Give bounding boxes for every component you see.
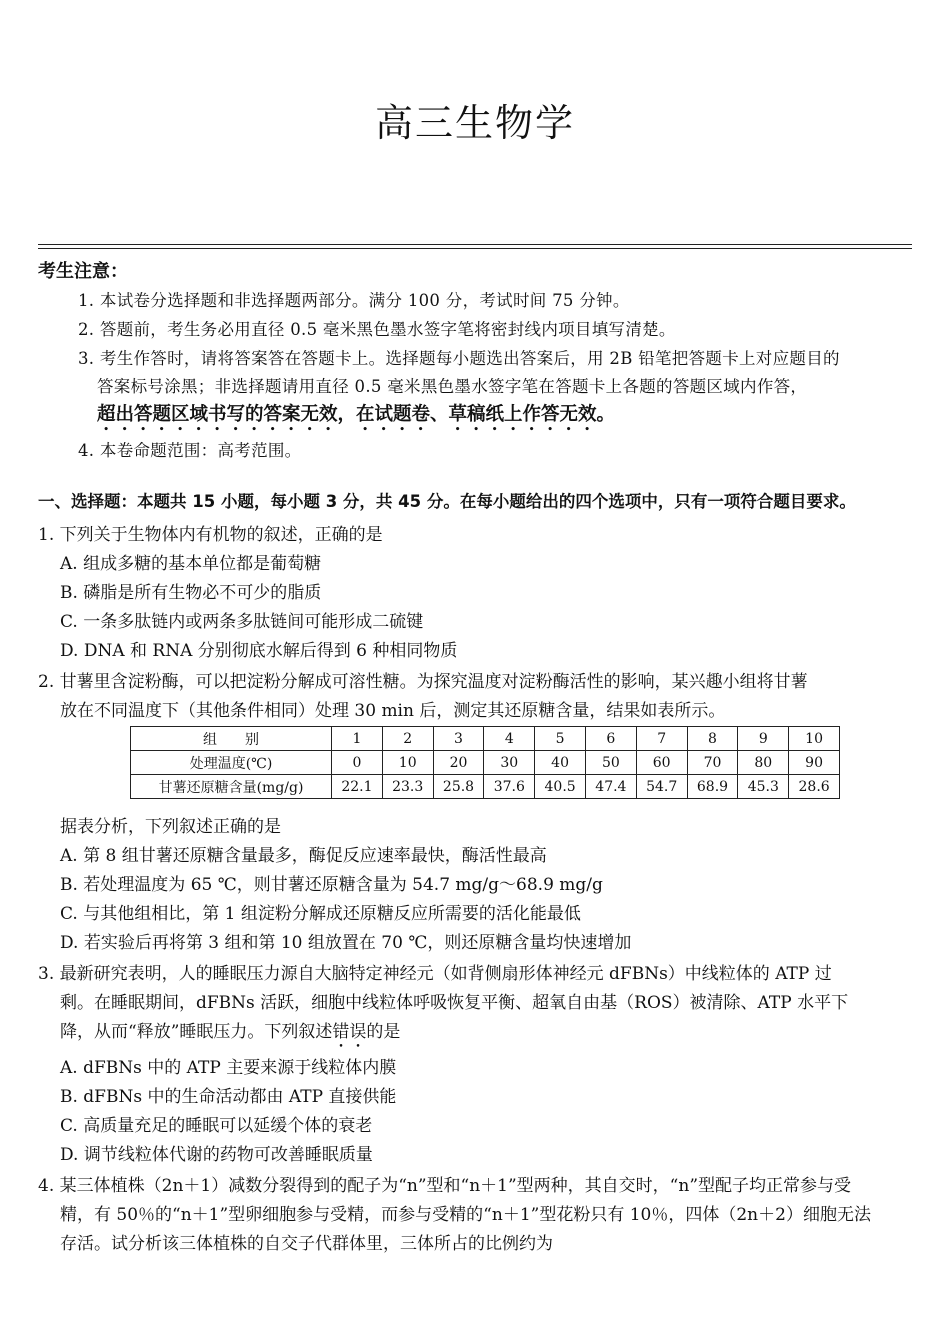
question-1-option: C. 一条多肽链内或两条多肽链间可能形成二硫键 <box>60 612 424 632</box>
table-cell: 28.6 <box>789 775 840 799</box>
question-4-stem: 精，有 50％的“n＋1”型卵细胞参与受精，而参与受精的“n＋1”型花粉只有 10％，四体（2n＋2）细胞无法 <box>60 1205 871 1225</box>
table-cell: 40 <box>535 751 586 775</box>
notice-emphasis: 超出答题区域书写的答案无效，在试题卷、草稿纸上作答无效。 <box>97 404 616 425</box>
question-3-stem <box>60 1017 400 1052</box>
stem-text: 降，从而“释放”睡眠压力。下列叙述 <box>60 1022 333 1042</box>
table-row <box>131 727 840 751</box>
question-2-option: A. 第 8 组甘薯还原糖含量最多，酶促反应速率最快，酶活性最高 <box>60 846 547 866</box>
table-cell: 20 <box>433 751 484 775</box>
question-2-option: C. 与其他组相比，第 1 组淀粉分解成还原糖反应所需要的活化能最低 <box>60 904 581 924</box>
question-2-stem: 2. 甘薯里含淀粉酶，可以把淀粉分解成可溶性糖。为探究温度对淀粉酶活性的影响，某兴趣小组将甘薯 <box>38 672 808 692</box>
table-cell: 25.8 <box>433 775 484 799</box>
table-cell: 54.7 <box>636 775 687 799</box>
table-cell: 50 <box>585 751 636 775</box>
table-header-cell: 组 别 <box>131 727 332 751</box>
question-2-stem: 放在不同温度下（其他条件相同）处理 30 min 后，测定其还原糖含量，结果如表所示。 <box>60 701 726 721</box>
table-cell: 6 <box>585 727 636 751</box>
table-row <box>131 751 840 775</box>
notice-item: 1. 本试卷分选择题和非选择题两部分。满分 100 分，考试时间 75 分钟。 <box>78 291 630 310</box>
question-3-option: B. dFBNs 中的生命活动都由 ATP 直接供能 <box>60 1087 397 1107</box>
table-cell: 60 <box>636 751 687 775</box>
divider <box>38 244 912 245</box>
notice-item: 2. 答题前，考生务必用直径 0.5 毫米黑色墨水签字笔将密封线内项目填写清楚。 <box>78 320 676 339</box>
table-cell: 40.5 <box>535 775 586 799</box>
table-cell: 9 <box>738 727 789 751</box>
divider <box>38 248 912 249</box>
question-4-stem: 4. 某三体植株（2n＋1）减数分裂得到的配子为“n”型和“n＋1”型两种，其自交时，“n”型配子均正常参与受 <box>38 1176 852 1196</box>
question-3-stem: 剩。在睡眠期间，dFBNs 活跃，细胞中线粒体呼吸恢复平衡、超氧自由基（ROS）被清除、ATP 水平下 <box>60 993 849 1013</box>
section-heading: 一、选择题：本题共 15 小题，每小题 3 分，共 45 分。在每小题给出的四个选项中，只有一项符合题目要求。 <box>38 492 856 511</box>
table-cell: 2 <box>382 727 433 751</box>
question-3-option: C. 高质量充足的睡眠可以延缓个体的衰老 <box>60 1116 373 1136</box>
table-row <box>131 775 840 799</box>
table-cell: 30 <box>484 751 535 775</box>
question-2-prompt: 据表分析，下列叙述正确的是 <box>60 817 281 837</box>
table-cell: 23.3 <box>382 775 433 799</box>
table-cell: 4 <box>484 727 535 751</box>
table-cell: 10 <box>382 751 433 775</box>
table-cell: 70 <box>687 751 738 775</box>
table-header-cell: 处理温度(℃) <box>131 751 332 775</box>
question-1-option: B. 磷脂是所有生物必不可少的脂质 <box>60 583 322 603</box>
notice-heading: 考生注意： <box>38 261 128 282</box>
table-cell: 37.6 <box>484 775 535 799</box>
table-cell: 47.4 <box>585 775 636 799</box>
table-cell: 80 <box>738 751 789 775</box>
question-3-option: D. 调节线粒体代谢的药物可改善睡眠质量 <box>60 1145 373 1165</box>
question-4-stem: 存活。试分析该三体植株的自交子代群体里，三体所占的比例约为 <box>60 1234 553 1254</box>
question-1-option: A. 组成多糖的基本单位都是葡萄糖 <box>60 554 322 574</box>
page-title: 高三生物学 <box>374 101 575 145</box>
table-cell: 0 <box>332 751 383 775</box>
emphasis-text: 错误 <box>332 1022 367 1042</box>
table-cell: 3 <box>433 727 484 751</box>
table-cell: 45.3 <box>738 775 789 799</box>
stem-text: 的是 <box>366 1022 401 1042</box>
table-cell: 22.1 <box>332 775 383 799</box>
question-2-option: B. 若处理温度为 65 ℃，则甘薯还原糖含量为 54.7 mg/g～68.9 mg/g <box>60 875 603 895</box>
data-table <box>130 726 840 799</box>
table-cell: 1 <box>332 727 383 751</box>
table-cell: 68.9 <box>687 775 738 799</box>
question-3-option: A. dFBNs 中的 ATP 主要来源于线粒体内膜 <box>60 1058 397 1078</box>
table-header-cell: 甘薯还原糖含量(mg/g) <box>131 775 332 799</box>
notice-item: 答案标号涂黑；非选择题请用直径 0.5 毫米黑色墨水签字笔在答题卡上各题的答题区域内作答， <box>97 377 808 396</box>
notice-item: 3. 考生作答时，请将答案答在答题卡上。选择题每小题选出答案后，用 2B 铅笔把答题卡上对应题目的 <box>78 349 840 368</box>
table-cell: 7 <box>636 727 687 751</box>
question-1-stem: 1. 下列关于生物体内有机物的叙述，正确的是 <box>38 525 383 545</box>
table-cell: 8 <box>687 727 738 751</box>
question-3-stem: 3. 最新研究表明，人的睡眠压力源自大脑特定神经元（如背侧扇形体神经元 dFBNs）中线粒体的 ATP 过 <box>38 964 832 984</box>
question-2-option: D. 若实验后再将第 3 组和第 10 组放置在 70 ℃，则还原糖含量均快速增加 <box>60 933 632 953</box>
table-cell: 10 <box>789 727 840 751</box>
notice-item: 4. 本卷命题范围：高考范围。 <box>78 441 302 460</box>
table-cell: 90 <box>789 751 840 775</box>
table-cell: 5 <box>535 727 586 751</box>
question-1-option: D. DNA 和 RNA 分别彻底水解后得到 6 种相同物质 <box>60 641 458 661</box>
